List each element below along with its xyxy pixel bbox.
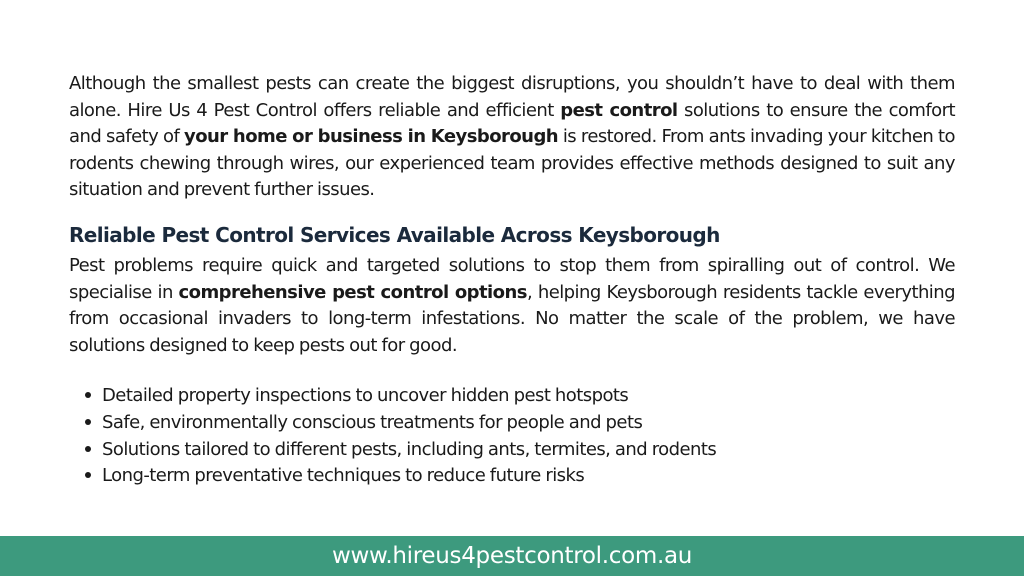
section-paragraph: [69, 253, 955, 359]
intro-text-1: Although the smallest pests can create the biggest disruptions, you shouldn’t have to deal with them alone. Hire Us 4 Pest Control offers reliable and efficient: [69, 73, 955, 121]
list-item: [85, 383, 955, 410]
intro-bold-pest-control: pest control: [560, 99, 678, 121]
list-item-text: Detailed property inspections to uncover hidden pest hotspots: [102, 385, 629, 407]
website-link[interactable]: www.hireus4pestcontrol.com.au: [331, 543, 693, 569]
intro-bold-home-business: your home or business in Keysborough: [184, 126, 559, 148]
list-item: [85, 410, 955, 437]
service-bullet-list: [69, 383, 955, 489]
section-heading: Reliable Pest Control Services Available Across Keysborough: [69, 222, 720, 247]
section-text-2: , helping Keysborough residents tackle everything from occasional invaders to long-term infestations. No matter the scale of the problem, we have solutions designed to keep pests out for good.: [69, 281, 955, 356]
main-content: [69, 71, 955, 490]
intro-text-3: is restored. From ants invading your kitchen to rodents chewing through wires, our experienced team provides effective methods designed to suit any situation and prevent further issues.: [69, 126, 955, 201]
list-item-text: Safe, environmentally conscious treatments for people and pets: [102, 411, 643, 433]
list-item-text: Solutions tailored to different pests, including ants, termites, and rodents: [102, 438, 717, 460]
intro-text-2: solutions to ensure the comfort and safety of: [69, 99, 955, 148]
bullet-icon: [85, 446, 91, 452]
list-item: [85, 463, 955, 490]
section-bold-options: comprehensive pest control options: [178, 281, 527, 303]
bullet-icon: [85, 472, 91, 478]
list-item-text: Long-term preventative techniques to reduce future risks: [102, 465, 585, 487]
bullet-icon: [85, 419, 91, 425]
bullet-icon: [85, 392, 91, 398]
section-text-1: Pest problems require quick and targeted solutions to stop them from spiralling out of control. We specialise in: [69, 254, 955, 303]
footer-bar: [0, 536, 1024, 576]
list-item: [85, 437, 955, 464]
intro-paragraph: [69, 71, 955, 204]
